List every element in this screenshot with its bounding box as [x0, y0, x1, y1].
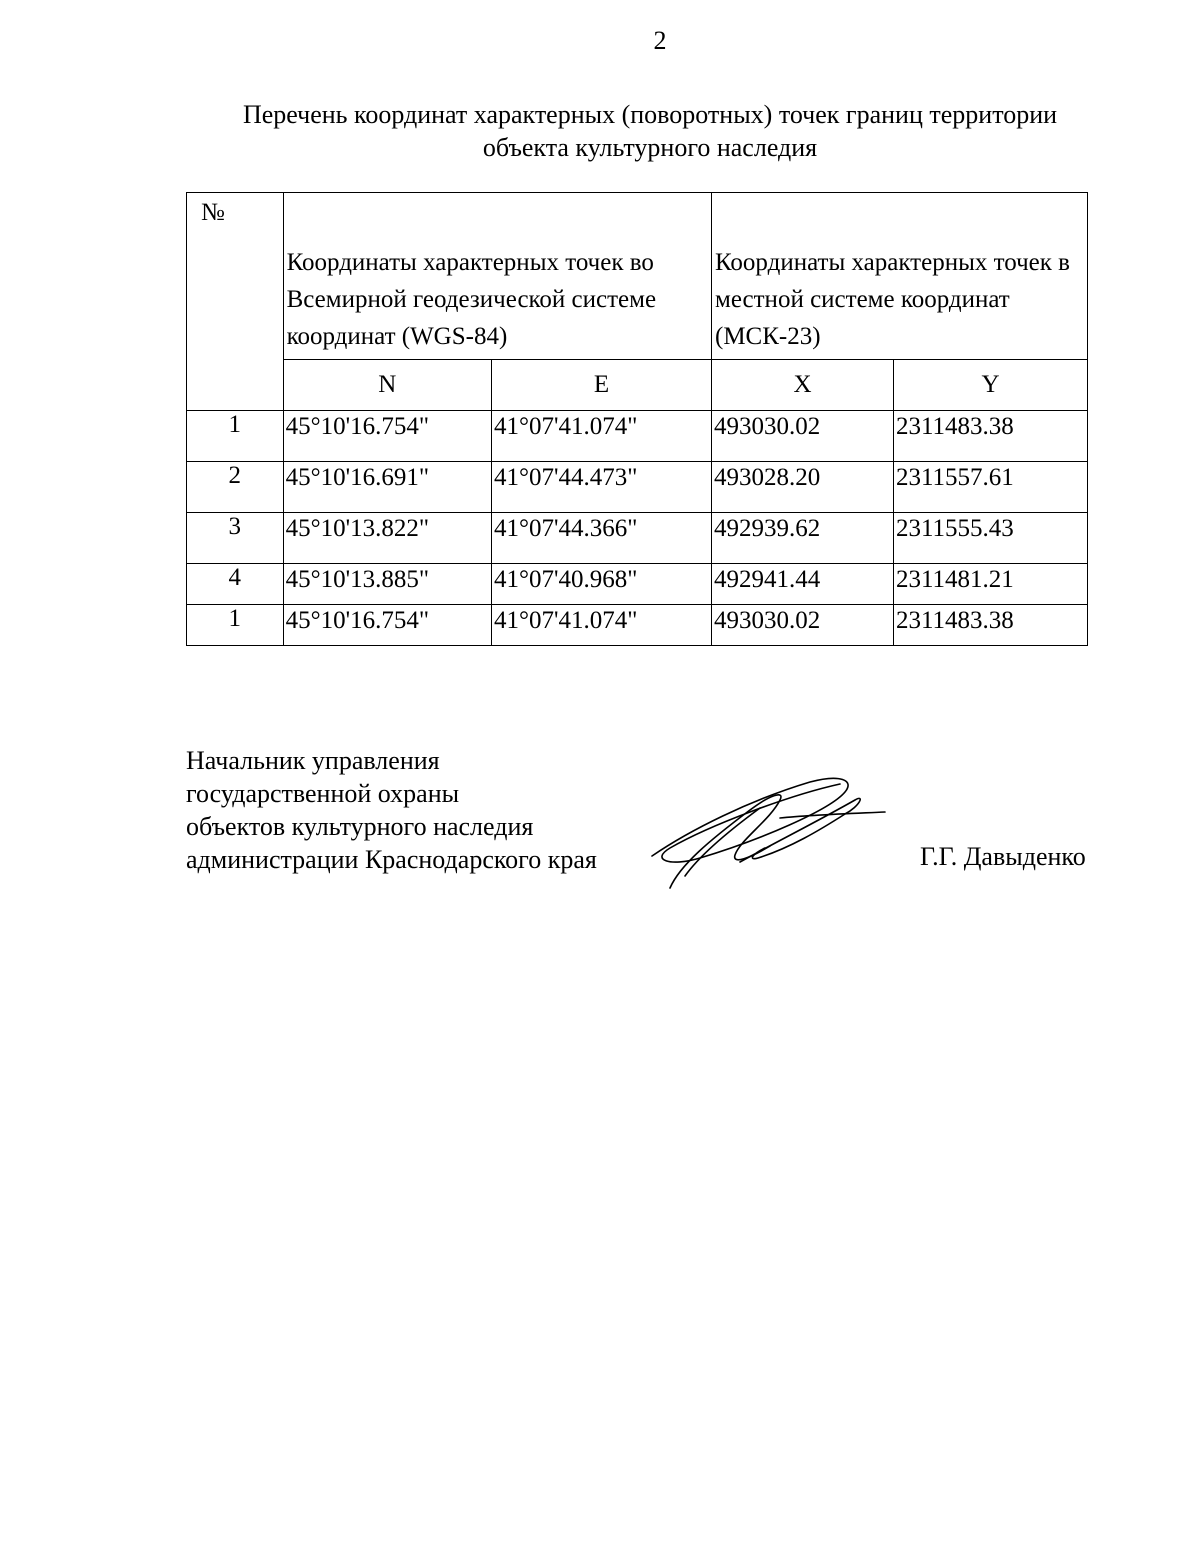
- row-number-text: 3: [228, 513, 242, 540]
- cell-e: 41°07'41.074": [492, 605, 712, 646]
- page-number: 2: [653, 26, 667, 55]
- msk-header: [712, 193, 1088, 360]
- cell-e: 41°07'41.074": [492, 411, 712, 462]
- cell-n: 45°10'16.754": [283, 605, 491, 646]
- cell-n: 45°10'16.754": [283, 411, 491, 462]
- table-subheader-row: [187, 360, 1088, 411]
- subheader-x: X: [712, 360, 894, 411]
- cell-x: 492939.62: [712, 513, 894, 564]
- signatory-line: объектов культурного наследия: [186, 812, 534, 841]
- signatory-line: государственной охраны: [186, 779, 460, 808]
- signatory-name: Г.Г. Давыденко: [920, 842, 1086, 871]
- cell-y: 2311481.21: [893, 564, 1087, 605]
- cell-x: 492941.44: [712, 564, 894, 605]
- table-row: [187, 411, 1088, 462]
- row-number-text: 2: [228, 462, 242, 489]
- document-title: Перечень координат характерных (поворотных) точек границ территории объекта культурного наследия: [242, 100, 1058, 162]
- cell-n: 45°10'16.691": [283, 462, 491, 513]
- cell-x: 493030.02: [712, 411, 894, 462]
- subheader-e: E: [492, 360, 712, 411]
- cell-y: 2311557.61: [893, 462, 1087, 513]
- signatory-line: Начальник управления: [186, 746, 440, 775]
- cell-n: 45°10'13.822": [283, 513, 491, 564]
- number-column-header: №: [187, 193, 284, 411]
- handwritten-signature: [640, 770, 900, 900]
- row-number-text: 1: [228, 411, 242, 438]
- subheader-n: N: [283, 360, 491, 411]
- cell-y: 2311555.43: [893, 513, 1087, 564]
- coordinates-table: [186, 192, 1088, 646]
- table-row: [187, 564, 1088, 605]
- wgs-header-text: Координаты характерных точек во Всемирной геодезической системе координат (WGS-84): [286, 249, 657, 350]
- cell-y: 2311483.38: [893, 605, 1087, 646]
- table-header-row: [187, 193, 1088, 360]
- wgs-header: [283, 193, 711, 360]
- row-number: [187, 411, 284, 462]
- cell-y: 2311483.38: [893, 411, 1087, 462]
- cell-e: 41°07'44.366": [492, 513, 712, 564]
- msk-header-text: Координаты характерных точек в местной системе координат (МСК-23): [715, 249, 1070, 350]
- row-number-text: 1: [228, 605, 242, 632]
- row-number-text: 4: [228, 564, 242, 591]
- row-number: [187, 462, 284, 513]
- table-row: [187, 513, 1088, 564]
- cell-n: 45°10'13.885": [283, 564, 491, 605]
- table-row: [187, 605, 1088, 646]
- subheader-y: Y: [893, 360, 1087, 411]
- cell-e: 41°07'44.473": [492, 462, 712, 513]
- table-row: [187, 462, 1088, 513]
- signatory-title: [186, 744, 597, 876]
- row-number: [187, 564, 284, 605]
- cell-x: 493030.02: [712, 605, 894, 646]
- row-number: [187, 605, 284, 646]
- cell-e: 41°07'40.968": [492, 564, 712, 605]
- row-number: [187, 513, 284, 564]
- signatory-line: администрации Краснодарского края: [186, 845, 597, 874]
- cell-x: 493028.20: [712, 462, 894, 513]
